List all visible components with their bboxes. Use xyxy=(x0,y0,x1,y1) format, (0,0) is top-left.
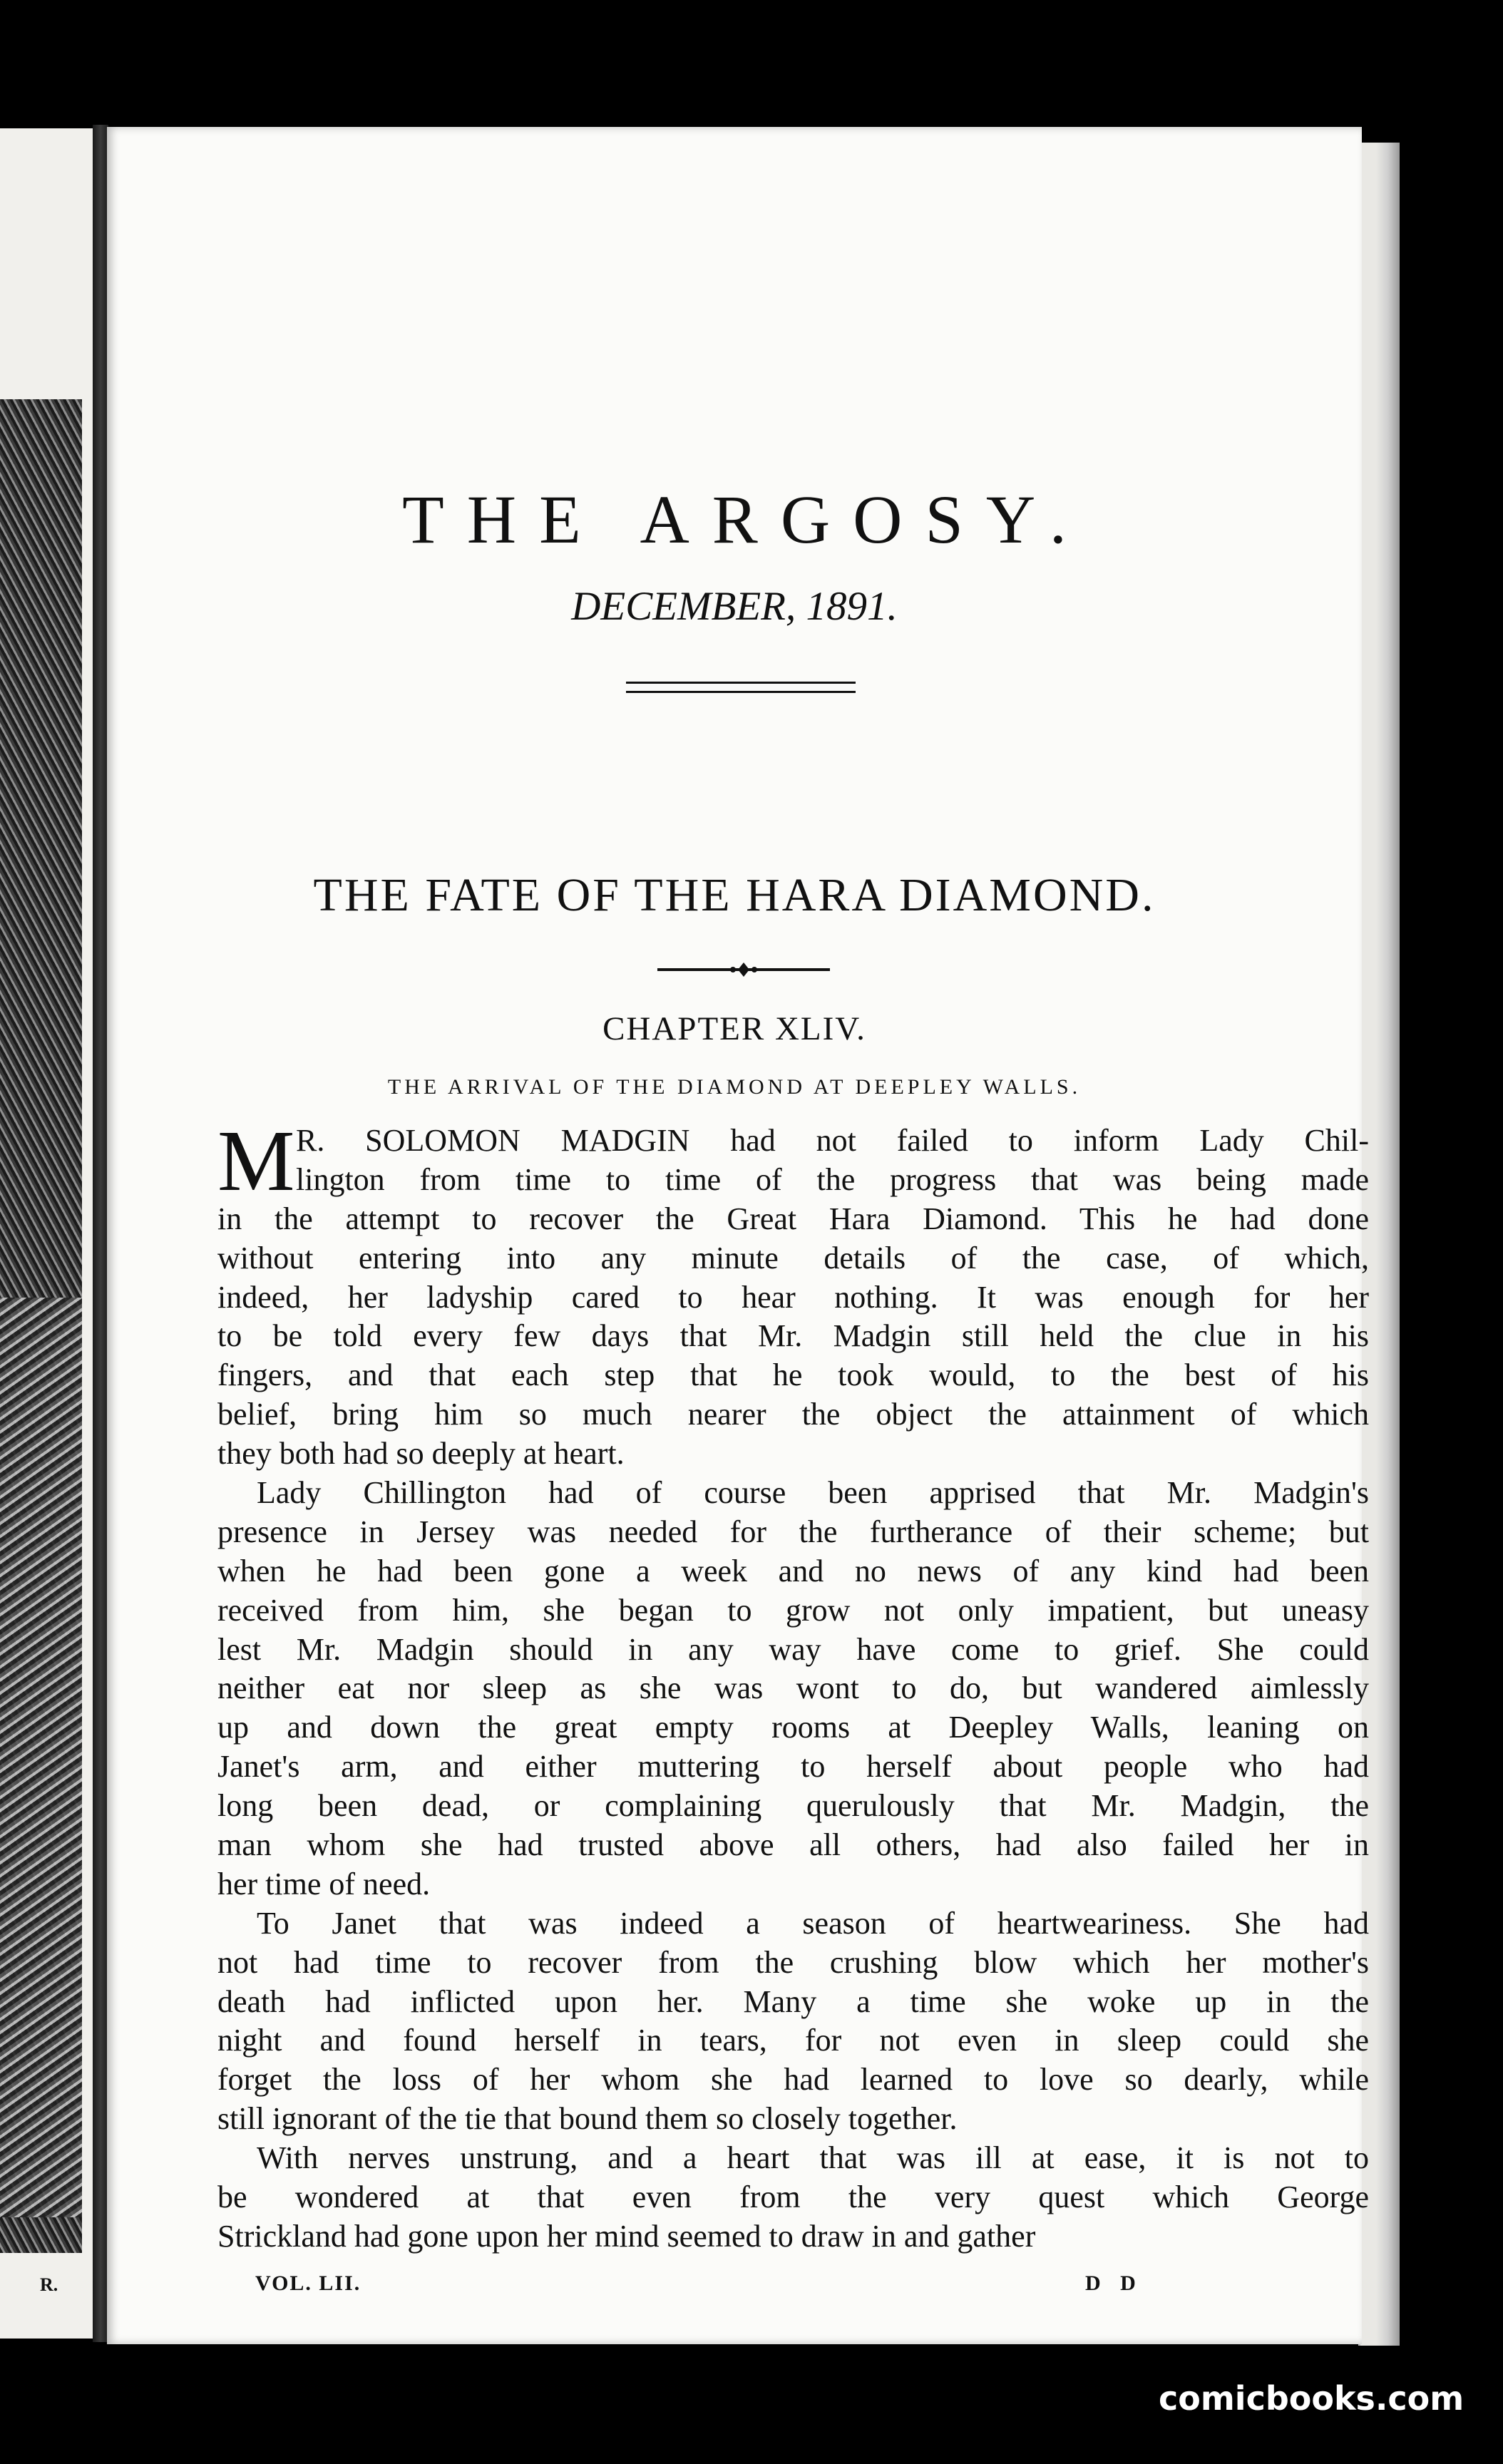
text-line: Strickland had gone upon her mind seemed to draw in and gather xyxy=(217,2218,1036,2254)
facing-page-engraving xyxy=(0,399,82,2253)
text-line: her time of need. xyxy=(217,1866,431,1901)
text-line: fingers, and that each step that he took would, to the best of his xyxy=(217,1357,1369,1393)
text-line: indeed, her ladyship cared to hear nothing. It was enough for her xyxy=(217,1279,1369,1315)
masthead: THE ARGOSY. xyxy=(402,481,1089,558)
text-line: Lady Chillington had of course been apprised that Mr. Madgin's xyxy=(257,1475,1369,1511)
text-line: presence in Jersey was needed for the furtherance of their scheme; but xyxy=(217,1514,1369,1549)
text-line: forget the loss of her whom she had learned to love so dearly, while xyxy=(217,2062,1369,2098)
text-line: to be told every few days that Mr. Madgin still held the clue in his xyxy=(217,1318,1369,1354)
text-line: R. SOLOMON MADGIN had not failed to inform Lady Chil- xyxy=(296,1123,1369,1158)
text-line: they both had so deeply at heart. xyxy=(217,1436,625,1472)
text-line: night and found herself in tears, for not even in sleep could she xyxy=(217,2023,1369,2058)
text-line: still ignorant of the tie that bound them so closely together. xyxy=(217,2101,958,2137)
text-line: neither eat nor sleep as she was wont to do, but wandered aimlessly xyxy=(217,1670,1369,1706)
double-rule-divider xyxy=(626,682,856,693)
chapter-number: CHAPTER XLIV. xyxy=(602,1010,866,1047)
magazine-page xyxy=(107,127,1369,2344)
drop-cap: M xyxy=(217,1113,295,1209)
issue-date: DECEMBER, 1891. xyxy=(571,584,898,629)
text-line: lest Mr. Madgin should in any way have come to grief. She could xyxy=(217,1631,1369,1667)
book-gutter xyxy=(93,125,108,2342)
text-line: when he had been gone a week and no news of any kind had been xyxy=(217,1553,1369,1588)
text-line: death had inflicted upon her. Many a time she woke up in the xyxy=(217,1983,1369,2019)
text-line: in the attempt to recover the Great Hara Diamond. This he had done xyxy=(217,1201,1369,1236)
facing-page xyxy=(0,128,93,2339)
article-body xyxy=(217,1113,1369,2257)
text-line: belief, bring him so much nearer the object the attainment of which xyxy=(217,1397,1369,1432)
text-line: man whom she had trusted above all others, had also failed her in xyxy=(217,1827,1369,1863)
text-line: not had time to recover from the crushing blow which her mother's xyxy=(217,1944,1369,1980)
ornament-divider-icon xyxy=(657,961,830,978)
volume-number: VOL. LII. xyxy=(255,2272,361,2295)
article-title: THE FATE OF THE HARA DIAMOND. xyxy=(313,869,1156,921)
text-line: up and down the great empty rooms at Deepley Walls, leaning on xyxy=(217,1710,1369,1745)
chapter-title: THE ARRIVAL OF THE DIAMOND AT DEEPLEY WALLS. xyxy=(387,1075,1082,1099)
text-line: To Janet that was indeed a season of heartweariness. She had xyxy=(257,1905,1369,1941)
text-line: Janet's arm, and either muttering to herself about people who had xyxy=(217,1749,1369,1785)
text-line: without entering into any minute details of the case, of which, xyxy=(217,1240,1369,1275)
facing-page-caption: R. xyxy=(40,2274,58,2295)
text-line: lington from time to time of the progress that was being made xyxy=(296,1161,1369,1197)
text-line: received from him, she began to grow not only impatient, but uneasy xyxy=(217,1592,1369,1628)
signature-mark: D D xyxy=(1085,2272,1143,2295)
text-line: long been dead, or complaining querulously that Mr. Madgin, the xyxy=(217,1788,1369,1824)
text-line: be wondered at that even from the very quest which George xyxy=(217,2180,1369,2215)
text-line: With nerves unstrung, and a heart that was ill at ease, it is not to xyxy=(257,2140,1369,2176)
watermark: comicbooks.com xyxy=(1159,2379,1464,2418)
